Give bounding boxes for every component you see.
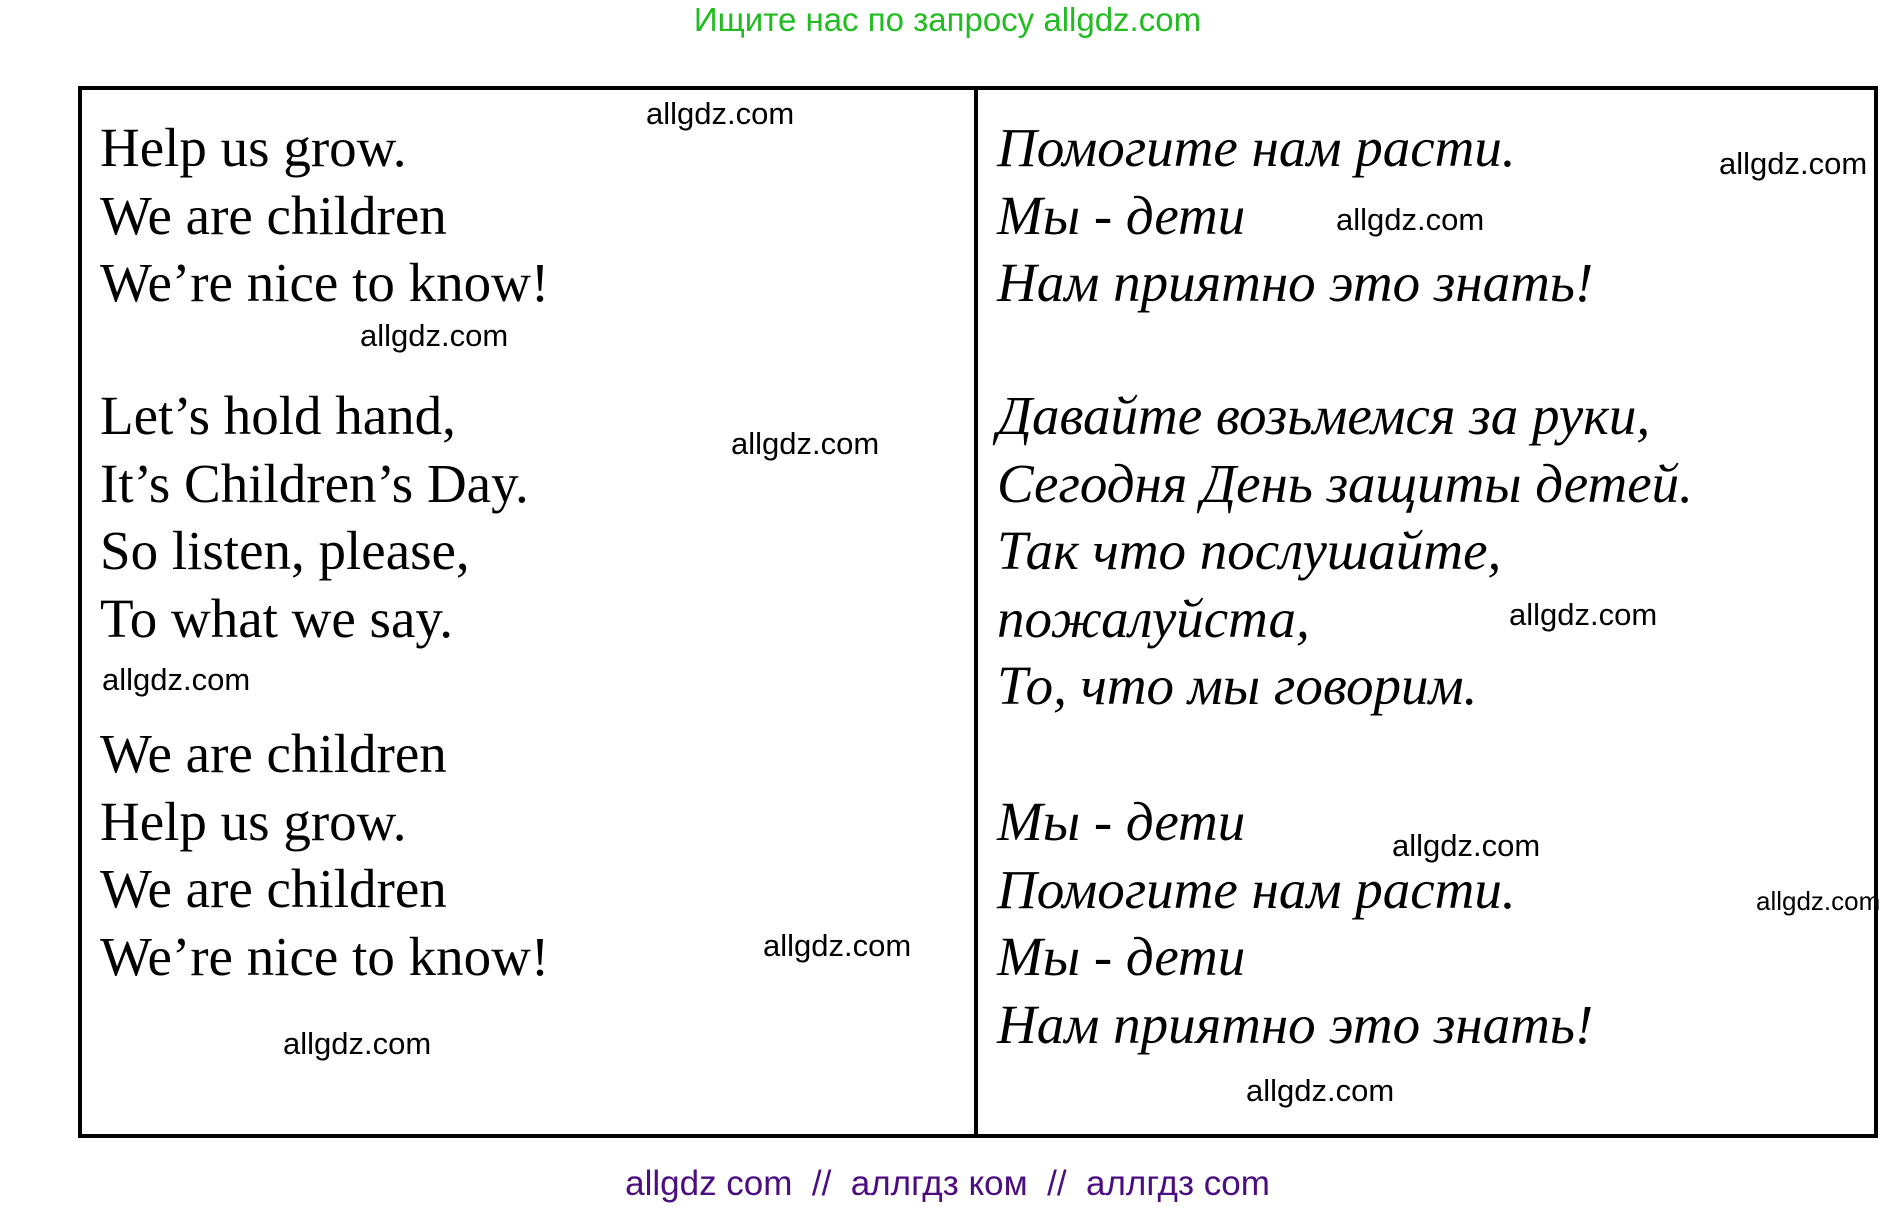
poem-line: It’s Children’s Day. [100, 452, 529, 514]
watermark: allgdz.com [102, 662, 251, 697]
watermark: allgdz.com [283, 1026, 432, 1061]
poem-line: We are children [100, 723, 447, 784]
watermark: allgdz.com [1246, 1073, 1395, 1108]
poem-line: We’re nice to know! [100, 925, 550, 987]
poem-line: Сегодня День защиты детей. [997, 452, 1693, 514]
poem-line: We’re nice to know! [100, 252, 550, 313]
russian-stanza-2 [997, 382, 1693, 720]
watermark: allgdz.com [1719, 146, 1868, 181]
watermark: allgdz.com [1392, 828, 1541, 863]
watermark: allgdz.com [360, 318, 509, 353]
watermark: allgdz.com [646, 96, 795, 131]
watermark: allgdz.com [1336, 202, 1485, 237]
watermark: allgdz.com [1756, 886, 1881, 916]
russian-stanza-1 [997, 114, 1593, 317]
column-divider [974, 86, 978, 1138]
poem-line: We are children [100, 858, 447, 919]
poem-line: Давайте возьмемся за руки, [997, 385, 1651, 446]
english-stanza-1 [100, 114, 549, 317]
watermark: allgdz.com [1509, 597, 1658, 632]
site-header-banner: Ищите нас по запросу allgdz.com [693, 1, 1202, 38]
poem-line: Нам приятно это знать! [997, 993, 1594, 1055]
poem-line: Let’s hold hand, [100, 385, 456, 446]
watermark: allgdz.com [763, 928, 912, 963]
poem-line: Мы - дети [997, 184, 1246, 246]
english-stanza-2 [100, 382, 529, 652]
poem-line: Нам приятно это знать! [997, 252, 1594, 313]
poem-line: Мы - дети [997, 791, 1246, 852]
poem-line: Так что послушайте, [997, 520, 1502, 581]
poem-line: We are children [100, 184, 447, 246]
poem-line: Помогите нам расти. [997, 858, 1516, 920]
poem-line: Помогите нам расти. [997, 117, 1516, 178]
watermark: allgdz.com [731, 426, 880, 461]
english-stanza-3 [100, 720, 549, 990]
poem-line: Help us grow. [100, 117, 407, 178]
poem-line: Help us grow. [100, 790, 407, 852]
poem-line: пожалуйста, [997, 587, 1310, 649]
poem-line: Мы - дети [997, 926, 1246, 987]
site-footer-banner: allgdz com // аллгдз ком // аллгдз com [625, 1164, 1270, 1203]
poem-line: So listen, please, [100, 520, 470, 581]
poem-line: To what we say. [100, 587, 454, 649]
poem-line: То, что мы говорим. [997, 655, 1478, 716]
